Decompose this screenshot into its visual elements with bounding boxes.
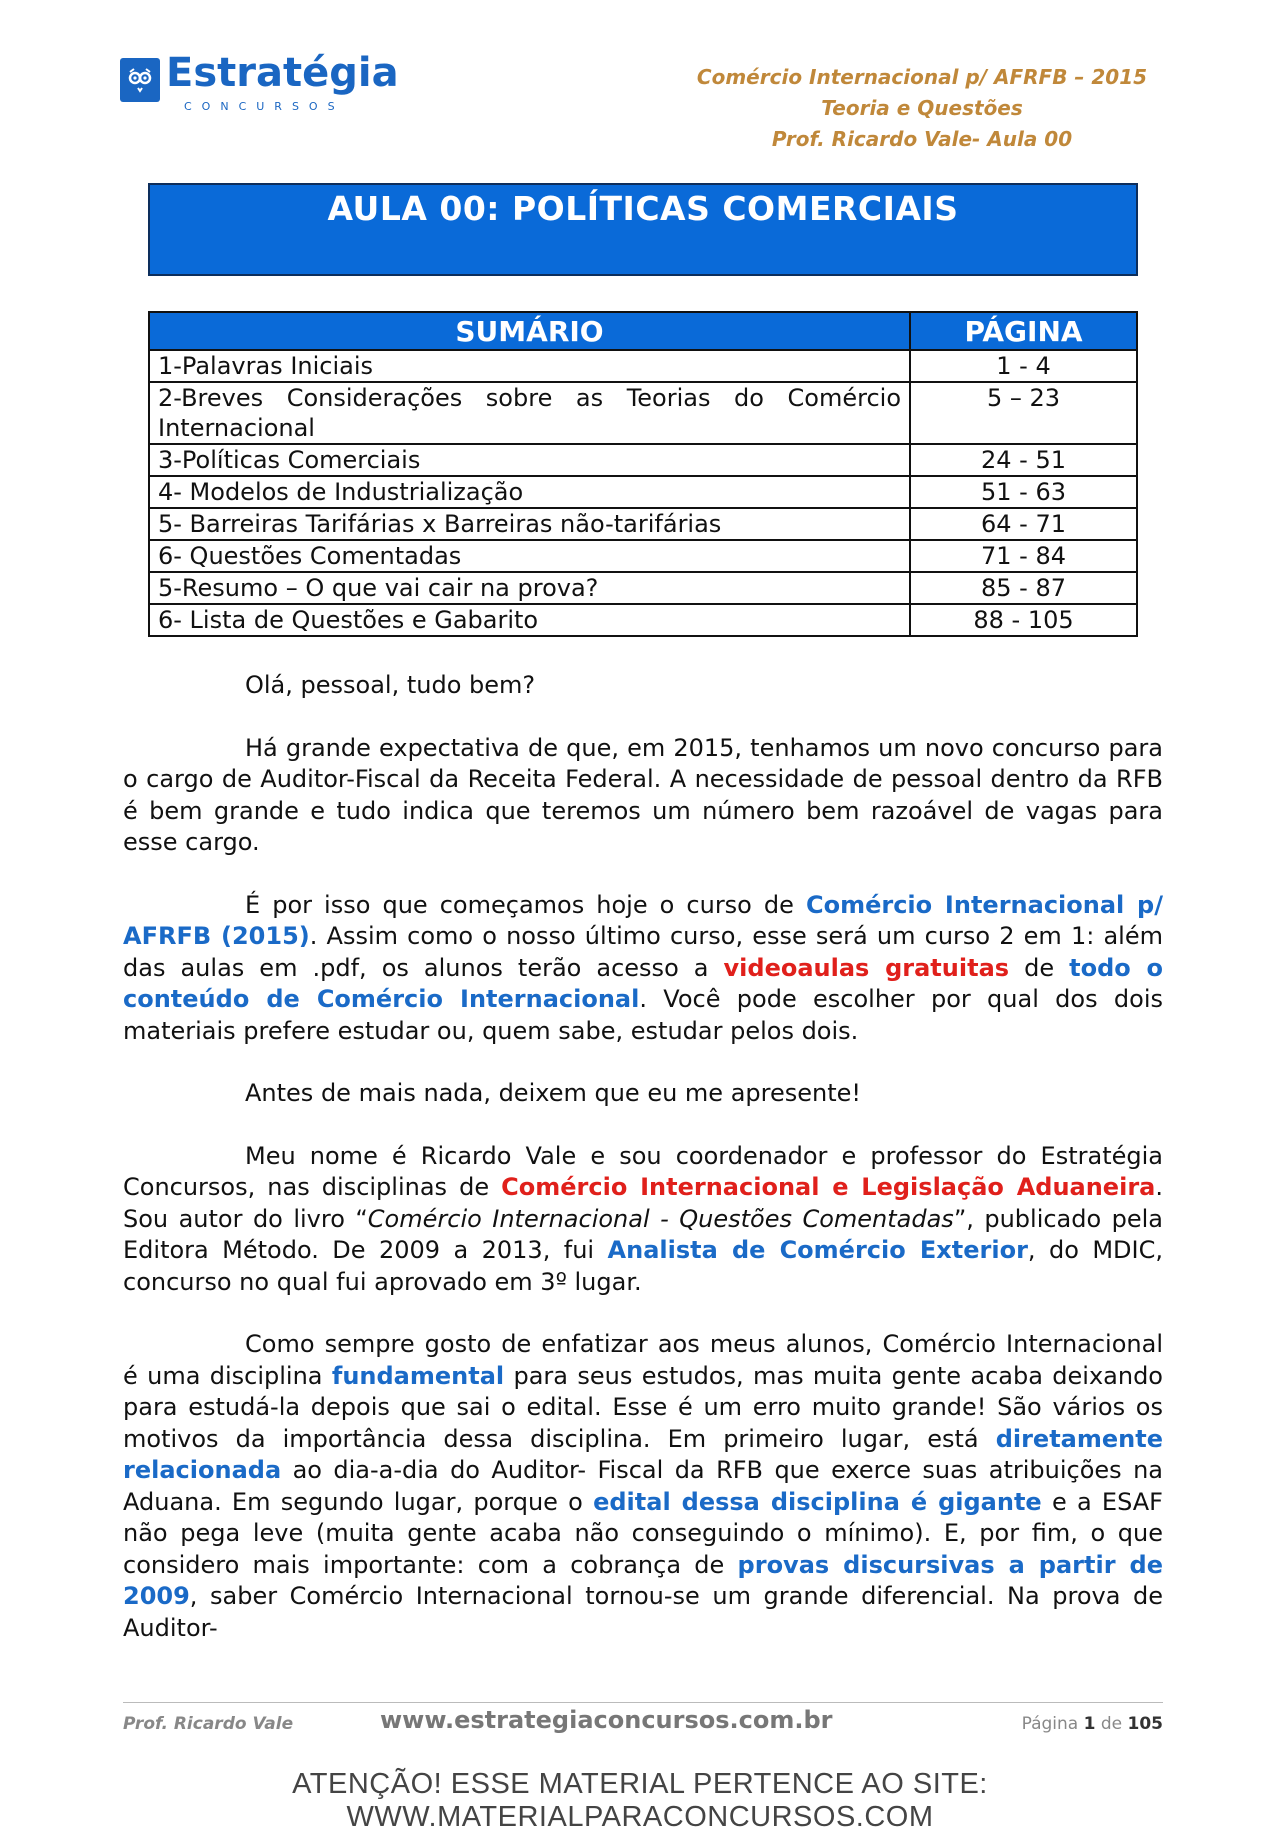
summary-header-row [149,312,1137,350]
header-line-course: Comércio Internacional p/ AFRFB – 2015 [696,65,1148,89]
summary-pages: 71 - 84 [910,540,1137,572]
footer-site-link[interactable]: www.estrategiaconcursos.com.br [380,1706,833,1734]
page-col-header: PÁGINA [910,312,1137,350]
summary-pages: 1 - 4 [910,350,1137,382]
footer-author: Prof. Ricardo Vale [123,1714,294,1734]
paragraph-course: É por isso que começamos hoje o curso de Comércio Internacional p/ AFRFB (2015). Assim como o nosso último curso, esse será um curso 2 em 1: além das aulas em .pdf, os alunos terão acesso a videoaulas gratuitas de todo o conteúdo de Comércio Internacional. Você pode escolher por qual dos dois materiais prefere estudar ou, quem sabe, estudar pelos dois. [123,890,1164,1045]
highlight-content: todo o conteúdo de Comércio Internacional [123,953,1164,1013]
summary-pages: 64 - 71 [910,508,1137,540]
highlight-analista: Analista de Comércio Exterior [607,1236,1028,1264]
summary-item: 6- Questões Comentadas [149,540,910,572]
paragraph-greeting: Olá, pessoal, tudo bem? [245,671,536,699]
summary-pages: 5 – 23 [910,382,1137,444]
summary-item: 2-Breves Considerações sobre as Teorias do Comércio Internacional [149,382,910,444]
highlight-videoaulas: videoaulas gratuitas [723,953,1010,982]
summary-item: 4- Modelos de Industrialização [149,476,910,508]
summary-item: 6- Lista de Questões e Gabarito [149,604,910,636]
table-row [149,382,1137,444]
estrategia-logo [120,50,399,116]
table-row [149,508,1137,540]
body-text [123,670,1163,1644]
summary-item: 5- Barreiras Tarifárias x Barreiras não-tarifárias [149,508,910,540]
paragraph-bio: Meu nome é Ricardo Vale e sou coordenador e professor do Estratégia Concursos, nas disciplinas de Comércio Internacional e Legislação Aduaneira. Sou autor do livro “Comércio Internacional - Questões Comentadas”, publicado pela Editora Método. De 2009 a 2013, fui Analista de Comércio Exterior, do MDIC, concurso no qual fui aprovado em 3º lugar. [123,1141,1164,1296]
highlight-discursivas: provas discursivas a partir de 2009 [123,1550,1163,1610]
course-header [692,62,1152,155]
summary-pages: 85 - 87 [910,572,1137,604]
table-row [149,476,1137,508]
summary-table [148,311,1138,637]
highlight-edital: edital dessa disciplina é gigante [593,1487,1042,1516]
summary-item: 1-Palavras Iniciais [149,350,910,382]
summary-item: 5-Resumo – O que vai cair na prova? [149,572,910,604]
table-row [149,444,1137,476]
summary-item: 3-Políticas Comerciais [149,444,910,476]
header-line-type: Teoria e Questões [821,96,1023,120]
highlight-related: diretamente relacionada [123,1424,1163,1484]
footer-divider [123,1702,1163,1703]
logo-subtitle: CONCURSOS [184,100,345,113]
summary-pages: 88 - 105 [910,604,1137,636]
summary-pages: 24 - 51 [910,444,1137,476]
paragraph-expectation: Há grande expectativa de que, em 2015, tenhamos um novo concurso para o cargo de Auditor-Fiscal da Receita Federal. A necessidade de pessoal dentro da RFB é bem grande e tudo indica que teremos um número bem razoável de vagas para esse cargo. [123,733,1163,856]
book-title: Comércio Internacional - Questões Comentadas [367,1204,954,1233]
highlight-disciplines: Comércio Internacional e Legislação Aduaneira [501,1173,1156,1201]
table-row [149,572,1137,604]
lesson-title-box [148,183,1138,276]
page-number: Página 1 de 105 [1021,1714,1163,1734]
summary-pages: 51 - 63 [910,476,1137,508]
table-row [149,350,1137,382]
summary-col-header: SUMÁRIO [149,312,910,350]
owl-logo-icon [120,58,160,102]
paragraph-intro: Antes de mais nada, deixem que eu me apresente! [245,1079,862,1107]
paragraph-importance: Como sempre gosto de enfatizar aos meus alunos, Comércio Internacional é uma disciplina fundamental para seus estudos, mas muita gente acaba deixando para estudá-la depois que sai o edital. Esse é um erro muito grande! São vários os motivos da importância dessa disciplina. Em primeiro lugar, está diretamente relacionada ao dia-a-dia do Auditor- Fiscal da RFB que exerce suas atribuições na Aduana. Em segundo lugar, porque o edital dessa disciplina é gigante e a ESAF não pega leve (muita gente acaba não conseguindo o mínimo). E, por fim, o que considero mais importante: com a cobrança de provas discursivas a partir de 2009, saber Comércio Internacional tornou-se um grande diferencial. Na prova de Auditor- [123,1330,1163,1642]
logo-text: Estratégia [166,50,399,96]
table-row [149,604,1137,636]
highlight-course-name: Comércio Internacional p/ AFRFB (2015) [123,890,1163,950]
watermark-notice: ATENÇÃO! ESSE MATERIAL PERTENCE AO SITE: WWW.MATERIALPARACONCURSOS.COM [292,1768,988,1833]
highlight-fundamental: fundamental [331,1361,505,1390]
table-row [149,540,1137,572]
header-line-professor: Prof. Ricardo Vale- Aula 00 [771,127,1073,151]
lesson-title: AULA 00: POLÍTICAS COMERCIAIS [327,189,959,228]
